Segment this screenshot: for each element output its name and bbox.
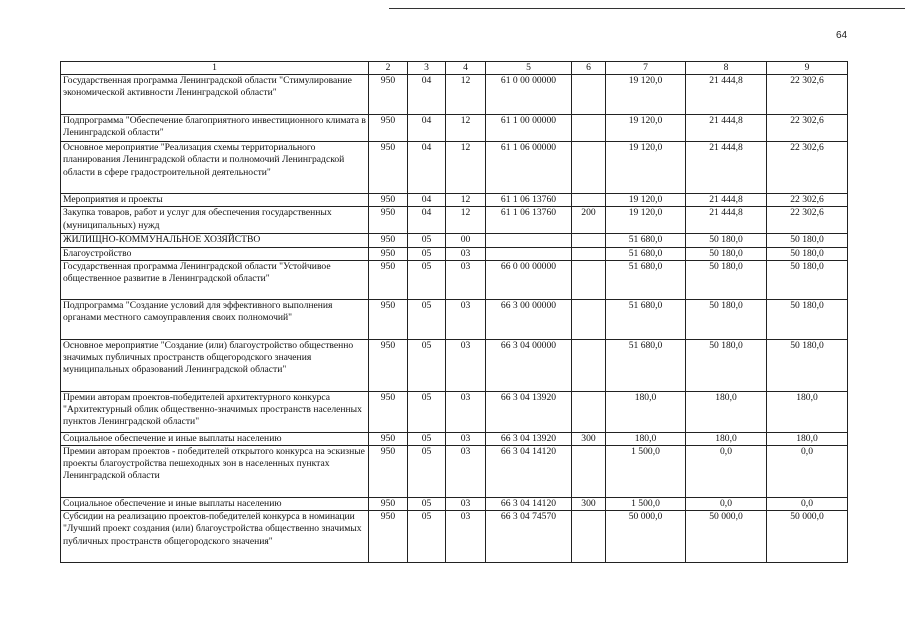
row-value-cell: 05 [408, 511, 446, 563]
row-name-cell: Мероприятия и проекты [61, 194, 369, 207]
row-value-cell: 50 000,0 [686, 511, 767, 563]
row-value-cell: 66 3 04 74570 [486, 511, 572, 563]
row-value-cell [572, 247, 606, 260]
row-value-cell: 66 3 00 00000 [486, 299, 572, 339]
row-value-cell: 180,0 [606, 391, 686, 432]
row-value-cell: 22 302,6 [767, 207, 848, 234]
row-value-cell: 950 [369, 194, 408, 207]
header-row [61, 62, 848, 75]
table-row [61, 115, 848, 142]
row-name-cell: Государственная программа Ленинградской области "Устойчивое общественное развитие в Ленинградской области" [61, 260, 369, 299]
row-value-cell: 180,0 [767, 391, 848, 432]
row-value-cell: 950 [369, 75, 408, 115]
row-name-cell: Социальное обеспечение и иные выплаты населению [61, 432, 369, 445]
row-value-cell: 19 120,0 [606, 207, 686, 234]
header-cell: 6 [572, 62, 606, 75]
row-value-cell [572, 115, 606, 142]
row-value-cell: 03 [446, 339, 486, 391]
row-value-cell: 61 0 00 00000 [486, 75, 572, 115]
row-value-cell: 50 180,0 [686, 299, 767, 339]
row-name-cell: Закупка товаров, работ и услуг для обеспечения государственных (муниципальных) нужд [61, 207, 369, 234]
row-value-cell: 50 180,0 [686, 339, 767, 391]
row-value-cell [572, 299, 606, 339]
page-number: 64 [836, 30, 848, 41]
row-value-cell: 05 [408, 498, 446, 511]
row-value-cell: 19 120,0 [606, 115, 686, 142]
row-value-cell: 50 180,0 [767, 234, 848, 247]
row-value-cell: 21 444,8 [686, 207, 767, 234]
row-value-cell: 0,0 [686, 446, 767, 498]
row-value-cell: 05 [408, 299, 446, 339]
table-body [61, 62, 848, 563]
row-name-cell: Субсидии на реализацию проектов-победителей конкурса в номинации "Лучший проект создания (или) благоустройства общественно значимых публичных пространств общегородского значения" [61, 511, 369, 563]
row-value-cell: 51 680,0 [606, 299, 686, 339]
row-value-cell: 04 [408, 194, 446, 207]
row-value-cell: 950 [369, 391, 408, 432]
row-value-cell: 22 302,6 [767, 115, 848, 142]
row-value-cell: 03 [446, 498, 486, 511]
row-value-cell [572, 234, 606, 247]
table-row [61, 234, 848, 247]
row-value-cell [572, 142, 606, 194]
row-value-cell: 50 180,0 [686, 234, 767, 247]
row-value-cell: 50 180,0 [767, 260, 848, 299]
row-value-cell: 950 [369, 339, 408, 391]
row-value-cell: 950 [369, 234, 408, 247]
row-name-cell: Премии авторам проектов - победителей открытого конкурса на эскизные проекты благоустройства пешеходных зон в населенных пунктах Ленинградской области [61, 446, 369, 498]
row-value-cell: 300 [572, 432, 606, 445]
row-value-cell [572, 446, 606, 498]
row-value-cell: 50 180,0 [686, 260, 767, 299]
row-value-cell: 00 [446, 234, 486, 247]
row-value-cell: 05 [408, 446, 446, 498]
row-value-cell [572, 260, 606, 299]
row-value-cell: 05 [408, 260, 446, 299]
table-row [61, 339, 848, 391]
row-value-cell: 12 [446, 194, 486, 207]
row-value-cell: 03 [446, 247, 486, 260]
row-value-cell: 50 000,0 [606, 511, 686, 563]
row-name-cell: Благоустройство [61, 247, 369, 260]
row-value-cell: 05 [408, 432, 446, 445]
row-value-cell: 04 [408, 75, 446, 115]
row-value-cell: 66 0 00 00000 [486, 260, 572, 299]
row-value-cell: 22 302,6 [767, 75, 848, 115]
row-value-cell: 950 [369, 446, 408, 498]
row-value-cell: 05 [408, 247, 446, 260]
row-name-cell: ЖИЛИЩНО-КОММУНАЛЬНОЕ ХОЗЯЙСТВО [61, 234, 369, 247]
table-row [61, 498, 848, 511]
row-value-cell: 22 302,6 [767, 142, 848, 194]
row-value-cell: 0,0 [686, 498, 767, 511]
row-value-cell: 61 1 06 00000 [486, 142, 572, 194]
row-value-cell: 950 [369, 142, 408, 194]
row-value-cell: 21 444,8 [686, 142, 767, 194]
row-value-cell: 04 [408, 207, 446, 234]
table-row [61, 207, 848, 234]
row-value-cell: 61 1 06 13760 [486, 207, 572, 234]
row-value-cell: 04 [408, 115, 446, 142]
row-value-cell: 51 680,0 [606, 260, 686, 299]
table-row [61, 446, 848, 498]
row-value-cell: 04 [408, 142, 446, 194]
row-value-cell [486, 234, 572, 247]
row-value-cell: 180,0 [686, 432, 767, 445]
row-name-cell: Премии авторам проектов-победителей архитектурного конкурса "Архитектурный облик общественно-значимых пространств населенных пунктов Ленинградской области" [61, 391, 369, 432]
row-value-cell: 51 680,0 [606, 234, 686, 247]
row-value-cell: 50 180,0 [767, 247, 848, 260]
row-value-cell: 0,0 [767, 446, 848, 498]
row-value-cell: 200 [572, 207, 606, 234]
row-value-cell: 03 [446, 260, 486, 299]
table-row [61, 194, 848, 207]
row-value-cell: 12 [446, 75, 486, 115]
row-name-cell: Основное мероприятие "Реализация схемы территориального планирования Ленинградской области и полномочий Ленинградской области в сфере градостроительной деятельности" [61, 142, 369, 194]
row-value-cell: 12 [446, 207, 486, 234]
table-row [61, 432, 848, 445]
row-value-cell [572, 391, 606, 432]
table-row [61, 142, 848, 194]
row-value-cell: 19 120,0 [606, 194, 686, 207]
row-value-cell: 66 3 04 13920 [486, 432, 572, 445]
row-value-cell: 950 [369, 247, 408, 260]
header-cell: 5 [486, 62, 572, 75]
header-cell: 1 [61, 62, 369, 75]
table-row [61, 247, 848, 260]
row-value-cell: 22 302,6 [767, 194, 848, 207]
header-cell: 4 [446, 62, 486, 75]
header-cell: 2 [369, 62, 408, 75]
row-name-cell: Социальное обеспечение и иные выплаты населению [61, 498, 369, 511]
row-value-cell: 180,0 [767, 432, 848, 445]
row-value-cell: 1 500,0 [606, 446, 686, 498]
row-name-cell: Подпрограмма "Обеспечение благоприятного инвестиционного климата в Ленинградской области" [61, 115, 369, 142]
row-value-cell: 950 [369, 260, 408, 299]
table-row [61, 511, 848, 563]
row-value-cell: 50 000,0 [767, 511, 848, 563]
row-value-cell: 21 444,8 [686, 194, 767, 207]
table-row [61, 75, 848, 115]
row-value-cell: 300 [572, 498, 606, 511]
row-value-cell: 66 3 04 00000 [486, 339, 572, 391]
table-row [61, 260, 848, 299]
row-value-cell: 50 180,0 [767, 339, 848, 391]
row-value-cell: 66 3 04 14120 [486, 498, 572, 511]
row-name-cell: Государственная программа Ленинградской области "Стимулирование экономической активности Ленинградской области" [61, 75, 369, 115]
row-value-cell: 180,0 [686, 391, 767, 432]
row-value-cell: 12 [446, 115, 486, 142]
row-value-cell: 66 3 04 14120 [486, 446, 572, 498]
row-value-cell: 950 [369, 498, 408, 511]
row-value-cell: 21 444,8 [686, 75, 767, 115]
header-cell: 8 [686, 62, 767, 75]
row-value-cell [572, 511, 606, 563]
row-value-cell [572, 194, 606, 207]
table-row [61, 299, 848, 339]
row-value-cell: 950 [369, 115, 408, 142]
row-value-cell: 03 [446, 299, 486, 339]
row-value-cell: 19 120,0 [606, 142, 686, 194]
row-value-cell: 19 120,0 [606, 75, 686, 115]
budget-table [60, 61, 848, 563]
row-name-cell: Основное мероприятие "Создание (или) благоустройство общественно значимых публичных пространств общегородского значения муниципальных образований Ленинградской области" [61, 339, 369, 391]
row-value-cell: 03 [446, 511, 486, 563]
row-value-cell: 51 680,0 [606, 247, 686, 260]
row-name-cell: Подпрограмма "Создание условий для эффективного выполнения органами местного самоуправления своих полномочий" [61, 299, 369, 339]
row-value-cell: 03 [446, 446, 486, 498]
header-cell: 9 [767, 62, 848, 75]
row-value-cell: 950 [369, 299, 408, 339]
row-value-cell: 61 1 06 13760 [486, 194, 572, 207]
row-value-cell: 05 [408, 234, 446, 247]
row-value-cell: 66 3 04 13920 [486, 391, 572, 432]
row-value-cell: 03 [446, 391, 486, 432]
row-value-cell: 950 [369, 207, 408, 234]
row-value-cell: 180,0 [606, 432, 686, 445]
row-value-cell: 05 [408, 391, 446, 432]
top-rule [389, 8, 905, 9]
row-value-cell: 03 [446, 432, 486, 445]
row-value-cell: 1 500,0 [606, 498, 686, 511]
row-value-cell: 05 [408, 339, 446, 391]
row-value-cell: 0,0 [767, 498, 848, 511]
row-value-cell [572, 339, 606, 391]
row-value-cell: 50 180,0 [767, 299, 848, 339]
row-value-cell [486, 247, 572, 260]
row-value-cell: 50 180,0 [686, 247, 767, 260]
row-value-cell: 950 [369, 432, 408, 445]
row-value-cell: 21 444,8 [686, 115, 767, 142]
row-value-cell [572, 75, 606, 115]
row-value-cell: 61 1 00 00000 [486, 115, 572, 142]
header-cell: 7 [606, 62, 686, 75]
row-value-cell: 12 [446, 142, 486, 194]
row-value-cell: 950 [369, 511, 408, 563]
row-value-cell: 51 680,0 [606, 339, 686, 391]
table-row [61, 391, 848, 432]
header-cell: 3 [408, 62, 446, 75]
